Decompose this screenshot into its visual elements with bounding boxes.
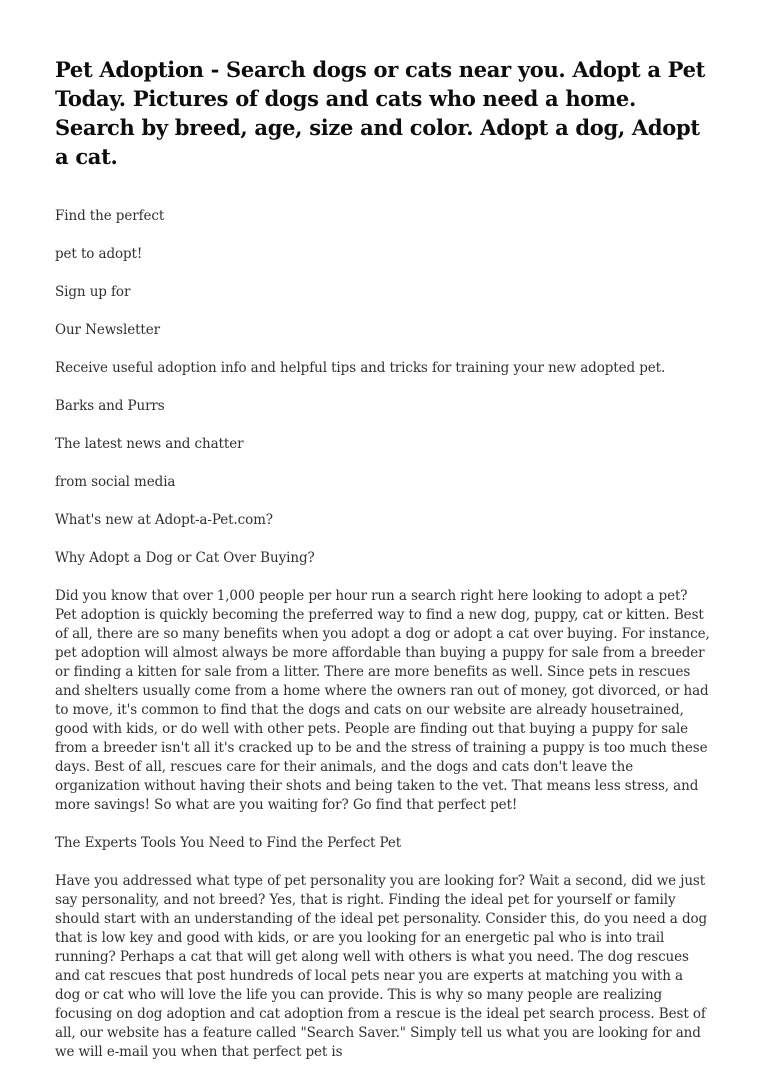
paragraph-from-social-media: from social media [55,474,176,490]
paragraph-barks-and-purrs: Barks and Purrs [55,398,165,414]
paragraph-our-newsletter: Our Newsletter [55,322,160,338]
paragraph-latest-news: The latest news and chatter [55,436,244,452]
paragraph-pet-to-adopt: pet to adopt! [55,246,143,262]
paragraph-whats-new: What's new at Adopt-a-Pet.com? [55,512,273,528]
document-title: Pet Adoption - Search dogs or cats near you. Adopt a Pet Today. Pictures of dogs and cats who need a home. Search by breed, age, size and color. Adopt a dog, Adopt a cat. [55,57,706,169]
heading-why-adopt: Why Adopt a Dog or Cat Over Buying? [55,550,315,566]
paragraph-sign-up-for: Sign up for [55,284,131,300]
heading-experts-tools: The Experts Tools You Need to Find the Perfect Pet [55,835,402,851]
paragraph-why-adopt-body: Did you know that over 1,000 people per hour run a search right here looking to adopt a pet? Pet adoption is quickly becoming the preferred way to find a new dog, puppy, cat or kitten. Best of all, there are so many benefits when you adopt a dog or adopt a cat over buying. For instance, pet adoption will almost always be more affordable than buying a puppy for sale from a breeder or finding a kitten for sale from a litter. There are more benefits as well. Since pets in rescues and shelters usually come from a home where the owners ran out of money, got divorced, or had to move, it's common to find that the dogs and cats on our website are already housetrained, good with kids, or do well with other pets. People are finding out that buying a puppy for sale from a breeder isn't all it's cracked up to be and the stress of training a puppy is too much these days. Best of all, rescues care for their animals, and the dogs and cats don't leave the organization without having their shots and being taken to the vet. That means less stress, and more savings! So what are you waiting for? Go find that perfect pet! [55,588,710,813]
paragraph-find-the-perfect: Find the perfect [55,208,165,224]
paragraph-newsletter-description: Receive useful adoption info and helpful tips and tricks for training your new adopted pet. [55,360,666,376]
paragraph-experts-tools-body: Have you addressed what type of pet personality you are looking for? Wait a second, did we just say personality, and not breed? Yes, that is right. Finding the ideal pet for yourself or family should start with an understanding of the ideal pet personality. Consider this, do you need a dog that is low key and good with kids, or are you looking for an energetic pal who is into trail running? Perhaps a cat that will get along well with others is what you need. The dog rescues and cat rescues that post hundreds of local pets near you are experts at matching you with a dog or cat who will love the life you can provide. This is why so many people are realizing focusing on dog adoption and cat adoption from a rescue is the ideal pet search process. Best of all, our website has a feature called "Search Saver." Simply tell us what you are looking for and we will e-mail you when that perfect pet is [55,873,708,1060]
